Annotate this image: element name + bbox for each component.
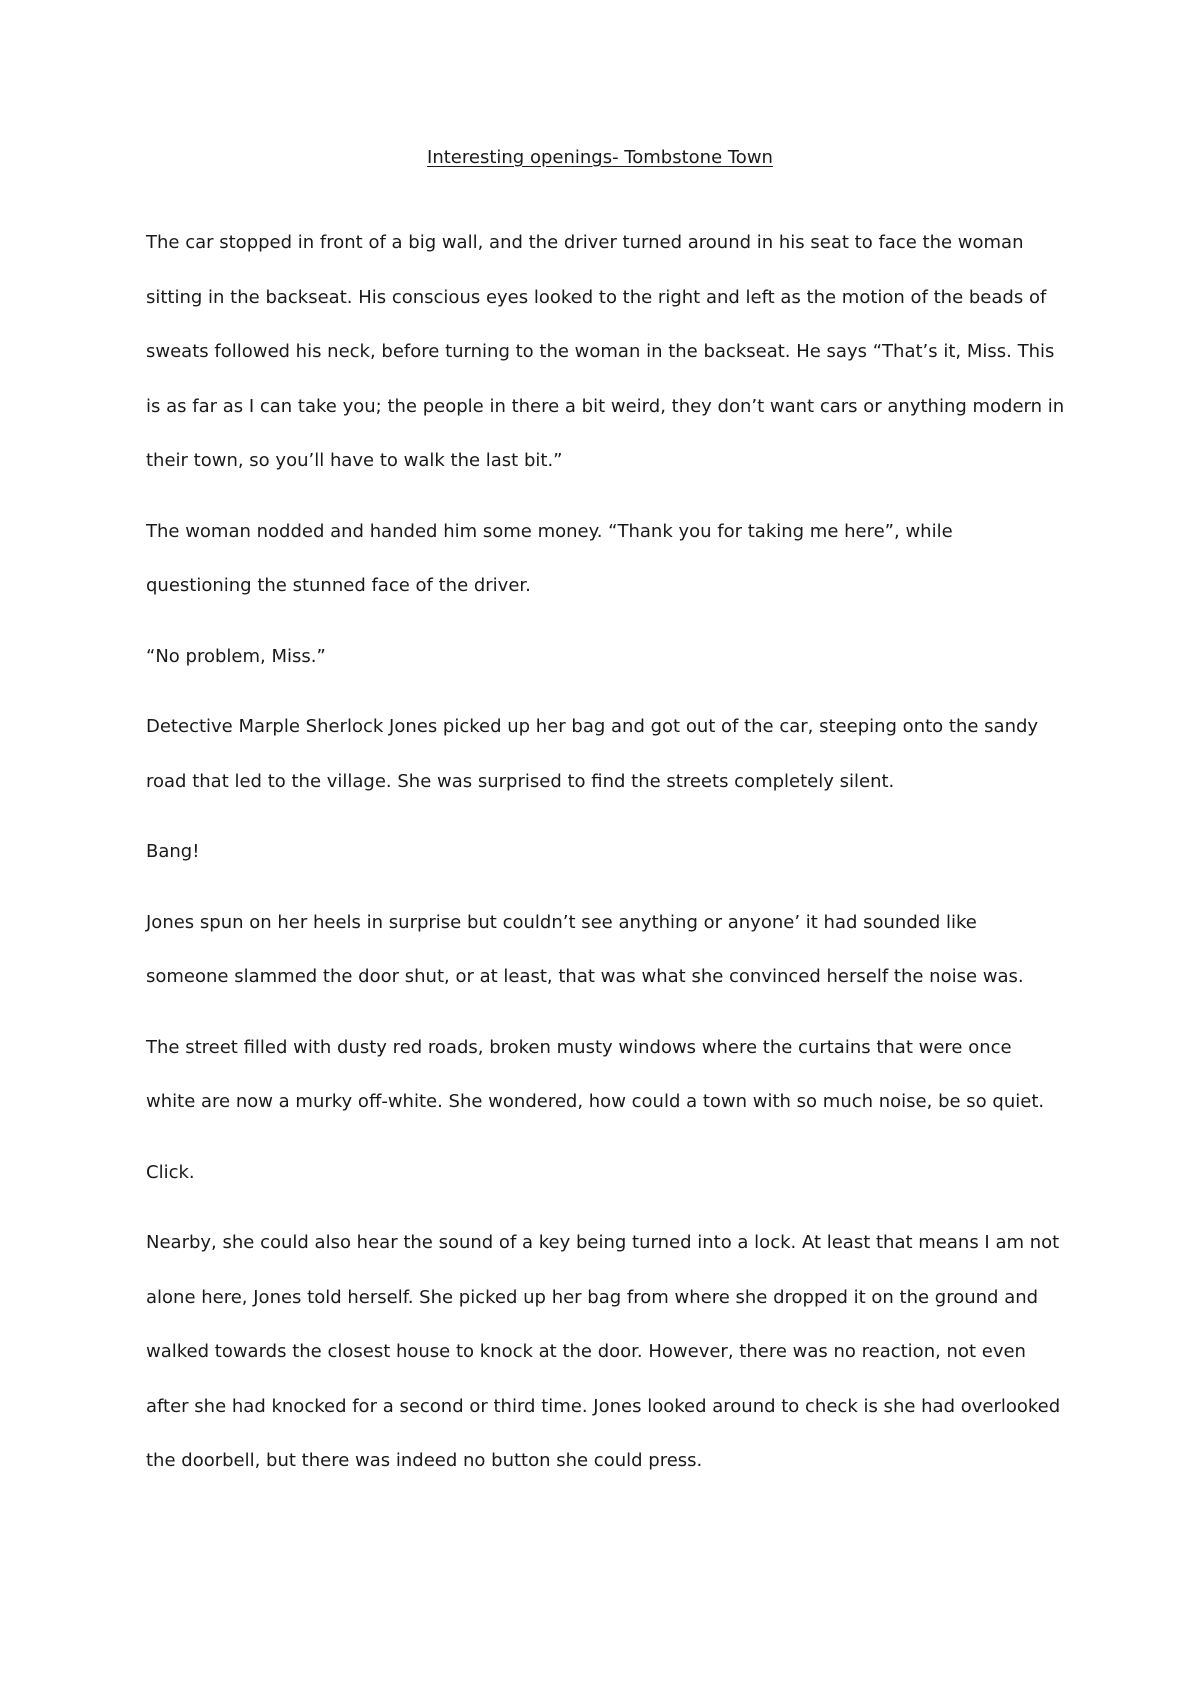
text-line: Nearby, she could also hear the sound of a key being turned into a lock. At least that means I am not <box>146 1232 1060 1253</box>
text-line: white are now a murky off-white. She wondered, how could a town with so much noise, be so quiet. <box>146 1091 1045 1112</box>
text-line: The woman nodded and handed him some money. “Thank you for taking me here”, while <box>146 520 953 542</box>
text-line: Jones spun on her heels in surprise but couldn’t see anything or anyone’ it had sounded like <box>146 911 977 933</box>
text-line: their town, so you’ll have to walk the last bit.” <box>146 450 563 471</box>
text-line: walked towards the closest house to knock at the door. However, there was no reaction, not even <box>146 1341 1026 1362</box>
paragraph <box>146 505 1076 614</box>
text-line: questioning the stunned face of the driver. <box>146 575 531 596</box>
text-line: alone here, Jones told herself. She picked up her bag from where she dropped it on the ground and <box>146 1286 1039 1308</box>
text-line: sitting in the backseat. His conscious eyes looked to the right and left as the motion of the beads of <box>146 286 1047 308</box>
paragraph <box>146 825 1076 880</box>
document-body <box>146 216 1076 1505</box>
paragraph <box>146 1021 1076 1130</box>
text-line: is as far as I can take you; the people in there a bit weird, they don’t want cars or anything modern in <box>146 395 1065 417</box>
text-line: someone slammed the door shut, or at least, that was what she convinced herself the noise was. <box>146 966 1024 987</box>
text-line: Bang! <box>146 841 200 862</box>
document-title: Interesting openings- Tombstone Town <box>427 147 773 168</box>
text-line: sweats followed his neck, before turning to the woman in the backseat. He says “That’s it, Miss. This <box>146 341 1055 362</box>
text-line: The car stopped in front of a big wall, and the driver turned around in his seat to face the woman <box>146 232 1024 253</box>
paragraph <box>146 216 1076 489</box>
text-line: “No problem, Miss.” <box>146 645 326 667</box>
text-line: Click. <box>146 1161 195 1183</box>
text-line: after she had knocked for a second or third time. Jones looked around to check is she had overlooked <box>146 1395 1061 1417</box>
paragraph <box>146 630 1076 685</box>
text-line: road that led to the village. She was surprised to find the streets completely silent. <box>146 770 895 792</box>
paragraph <box>146 896 1076 1005</box>
text-line: The street filled with dusty red roads, broken musty windows where the curtains that were once <box>146 1036 1012 1058</box>
paragraph <box>146 1146 1076 1201</box>
text-line: Detective Marple Sherlock Jones picked up her bag and got out of the car, steeping onto the sandy <box>146 716 1039 737</box>
paragraph <box>146 1216 1076 1489</box>
text-line: the doorbell, but there was indeed no button she could press. <box>146 1450 703 1471</box>
paragraph <box>146 700 1076 809</box>
